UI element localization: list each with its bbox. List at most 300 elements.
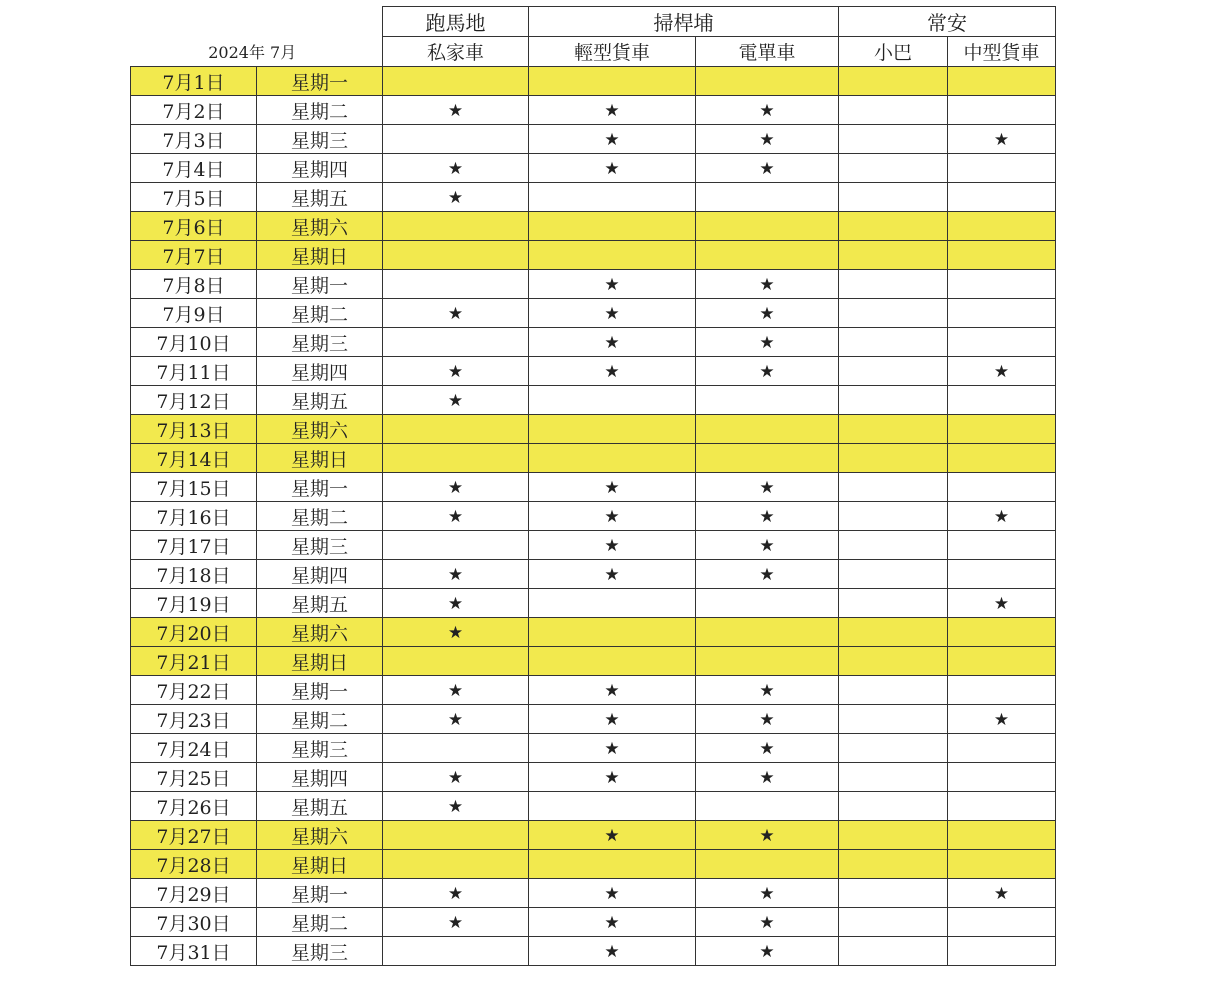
date-cell: 7月4日 — [131, 154, 257, 183]
motorcycle-cell — [696, 618, 839, 647]
date-cell: 7月29日 — [131, 879, 257, 908]
star-icon: ★ — [447, 188, 464, 208]
date-cell: 7月23日 — [131, 705, 257, 734]
private-car-cell — [383, 67, 529, 96]
motorcycle-cell — [696, 763, 839, 792]
weekday-cell: 星期一 — [257, 676, 383, 705]
light-goods-vehicle-cell — [529, 96, 696, 125]
motorcycle-cell — [696, 96, 839, 125]
light-goods-vehicle-cell — [529, 531, 696, 560]
table-row — [131, 734, 1056, 763]
medium-goods-vehicle-cell — [948, 647, 1056, 676]
light-goods-vehicle-cell — [529, 270, 696, 299]
table-row — [131, 618, 1056, 647]
table-row — [131, 502, 1056, 531]
medium-goods-vehicle-cell — [948, 357, 1056, 386]
table-row — [131, 560, 1056, 589]
minibus-cell — [839, 734, 948, 763]
star-icon: ★ — [993, 130, 1010, 150]
star-icon: ★ — [604, 333, 620, 353]
minibus-cell — [839, 821, 948, 850]
light-goods-vehicle-cell — [529, 415, 696, 444]
star-icon: ★ — [604, 739, 620, 759]
table-row — [131, 937, 1056, 966]
medium-goods-vehicle-cell — [948, 879, 1056, 908]
star-icon: ★ — [993, 884, 1010, 904]
weekday-cell: 星期五 — [257, 792, 383, 821]
weekday-cell: 星期日 — [257, 241, 383, 270]
star-icon: ★ — [604, 826, 620, 846]
date-cell: 7月10日 — [131, 328, 257, 357]
motorcycle-cell — [696, 299, 839, 328]
light-goods-vehicle-cell — [529, 676, 696, 705]
star-icon: ★ — [447, 478, 464, 498]
star-icon: ★ — [993, 362, 1010, 382]
date-cell: 7月6日 — [131, 212, 257, 241]
star-icon: ★ — [447, 304, 464, 324]
private-car-cell — [383, 560, 529, 589]
medium-goods-vehicle-cell — [948, 96, 1056, 125]
motorcycle-cell — [696, 212, 839, 241]
table-row — [131, 386, 1056, 415]
date-cell: 7月28日 — [131, 850, 257, 879]
private-car-cell — [383, 734, 529, 763]
star-icon: ★ — [759, 768, 775, 788]
light-goods-vehicle-cell — [529, 386, 696, 415]
medium-goods-vehicle-cell — [948, 154, 1056, 183]
date-cell: 7月30日 — [131, 908, 257, 937]
minibus-cell — [839, 618, 948, 647]
minibus-cell — [839, 879, 948, 908]
star-icon: ★ — [759, 275, 775, 295]
medium-goods-vehicle-cell — [948, 299, 1056, 328]
date-cell: 7月15日 — [131, 473, 257, 502]
star-icon: ★ — [447, 565, 464, 585]
minibus-cell — [839, 299, 948, 328]
light-goods-vehicle-cell — [529, 473, 696, 502]
date-cell: 7月16日 — [131, 502, 257, 531]
motorcycle-cell — [696, 705, 839, 734]
date-cell: 7月26日 — [131, 792, 257, 821]
weekday-cell: 星期一 — [257, 879, 383, 908]
light-goods-vehicle-cell — [529, 821, 696, 850]
minibus-cell — [839, 705, 948, 734]
motorcycle-cell — [696, 560, 839, 589]
light-goods-vehicle-cell — [529, 183, 696, 212]
date-cell: 7月31日 — [131, 937, 257, 966]
date-cell: 7月14日 — [131, 444, 257, 473]
light-goods-vehicle-cell — [529, 908, 696, 937]
schedule-table — [130, 6, 1056, 966]
star-icon: ★ — [604, 507, 620, 527]
star-icon: ★ — [759, 942, 775, 962]
star-icon: ★ — [759, 159, 775, 179]
header-blank — [131, 7, 383, 37]
weekday-cell: 星期一 — [257, 67, 383, 96]
date-cell: 7月12日 — [131, 386, 257, 415]
minibus-cell — [839, 154, 948, 183]
star-icon: ★ — [447, 913, 464, 933]
table-row — [131, 357, 1056, 386]
star-icon: ★ — [447, 507, 464, 527]
star-icon: ★ — [604, 130, 620, 150]
weekday-cell: 星期一 — [257, 473, 383, 502]
star-icon: ★ — [993, 710, 1010, 730]
medium-goods-vehicle-cell — [948, 560, 1056, 589]
medium-goods-vehicle-cell — [948, 473, 1056, 502]
private-car-cell — [383, 705, 529, 734]
motorcycle-cell — [696, 415, 839, 444]
star-icon: ★ — [604, 913, 620, 933]
motorcycle-cell — [696, 444, 839, 473]
light-goods-vehicle-cell — [529, 212, 696, 241]
table-row — [131, 763, 1056, 792]
light-goods-vehicle-cell — [529, 357, 696, 386]
light-goods-vehicle-cell — [529, 444, 696, 473]
medium-goods-vehicle-cell — [948, 386, 1056, 415]
minibus-cell — [839, 357, 948, 386]
star-icon: ★ — [447, 884, 464, 904]
minibus-cell — [839, 212, 948, 241]
star-icon: ★ — [604, 275, 620, 295]
star-icon: ★ — [604, 681, 620, 701]
minibus-cell — [839, 676, 948, 705]
light-goods-vehicle-cell — [529, 589, 696, 618]
star-icon: ★ — [447, 362, 464, 382]
date-cell: 7月19日 — [131, 589, 257, 618]
star-icon: ★ — [759, 130, 775, 150]
weekday-cell: 星期六 — [257, 618, 383, 647]
minibus-cell — [839, 270, 948, 299]
weekday-cell: 星期二 — [257, 299, 383, 328]
star-icon: ★ — [759, 333, 775, 353]
star-icon: ★ — [447, 768, 464, 788]
date-cell: 7月24日 — [131, 734, 257, 763]
private-car-cell — [383, 589, 529, 618]
motorcycle-cell — [696, 734, 839, 763]
table-row — [131, 705, 1056, 734]
star-icon: ★ — [759, 565, 775, 585]
weekday-cell: 星期三 — [257, 125, 383, 154]
minibus-cell — [839, 792, 948, 821]
private-car-cell — [383, 763, 529, 792]
month-label-text: 2024年 7月 — [208, 42, 297, 62]
private-car-cell — [383, 183, 529, 212]
star-icon: ★ — [604, 536, 620, 556]
star-icon: ★ — [759, 884, 775, 904]
minibus-cell — [839, 937, 948, 966]
minibus-cell — [839, 125, 948, 154]
table-row — [131, 125, 1056, 154]
table-row — [131, 908, 1056, 937]
weekday-cell: 星期日 — [257, 444, 383, 473]
light-goods-vehicle-cell — [529, 125, 696, 154]
weekday-cell: 星期六 — [257, 415, 383, 444]
date-cell: 7月1日 — [131, 67, 257, 96]
medium-goods-vehicle-cell — [948, 183, 1056, 212]
medium-goods-vehicle-cell — [948, 821, 1056, 850]
private-car-cell — [383, 96, 529, 125]
weekday-cell: 星期三 — [257, 734, 383, 763]
table-row — [131, 473, 1056, 502]
date-cell: 7月25日 — [131, 763, 257, 792]
minibus-cell — [839, 328, 948, 357]
table-row — [131, 647, 1056, 676]
group-header-sheung-on: 常安 — [839, 7, 1056, 37]
motorcycle-cell — [696, 125, 839, 154]
minibus-cell — [839, 241, 948, 270]
private-car-cell — [383, 241, 529, 270]
star-icon: ★ — [604, 942, 620, 962]
date-cell: 7月21日 — [131, 647, 257, 676]
medium-goods-vehicle-cell — [948, 212, 1056, 241]
date-cell: 7月17日 — [131, 531, 257, 560]
medium-goods-vehicle-cell — [948, 328, 1056, 357]
table-row — [131, 328, 1056, 357]
star-icon: ★ — [759, 739, 775, 759]
motorcycle-cell — [696, 531, 839, 560]
private-car-cell — [383, 328, 529, 357]
light-goods-vehicle-cell — [529, 618, 696, 647]
star-icon: ★ — [759, 478, 775, 498]
date-cell: 7月8日 — [131, 270, 257, 299]
table-row — [131, 444, 1056, 473]
weekday-cell: 星期二 — [257, 96, 383, 125]
minibus-cell — [839, 183, 948, 212]
date-cell: 7月5日 — [131, 183, 257, 212]
table-row — [131, 241, 1056, 270]
minibus-cell — [839, 560, 948, 589]
group-header-happy-valley: 跑馬地 — [383, 7, 529, 37]
column-header-motorcycle: 電單車 — [696, 37, 839, 67]
group-header-so-kon-po: 掃桿埔 — [529, 7, 839, 37]
table-row — [131, 183, 1056, 212]
light-goods-vehicle-cell — [529, 647, 696, 676]
private-car-cell — [383, 415, 529, 444]
weekday-cell: 星期五 — [257, 386, 383, 415]
table-row — [131, 415, 1056, 444]
star-icon: ★ — [759, 681, 775, 701]
weekday-cell: 星期二 — [257, 908, 383, 937]
star-icon: ★ — [759, 101, 775, 121]
private-car-cell — [383, 531, 529, 560]
minibus-cell — [839, 589, 948, 618]
light-goods-vehicle-cell — [529, 299, 696, 328]
star-icon: ★ — [604, 362, 620, 382]
private-car-cell — [383, 792, 529, 821]
date-cell: 7月3日 — [131, 125, 257, 154]
minibus-cell — [839, 415, 948, 444]
light-goods-vehicle-cell — [529, 763, 696, 792]
table-row — [131, 299, 1056, 328]
private-car-cell — [383, 357, 529, 386]
minibus-cell — [839, 531, 948, 560]
weekday-cell: 星期四 — [257, 763, 383, 792]
star-icon: ★ — [759, 826, 775, 846]
private-car-cell — [383, 850, 529, 879]
weekday-cell: 星期日 — [257, 850, 383, 879]
light-goods-vehicle-cell — [529, 67, 696, 96]
medium-goods-vehicle-cell — [948, 734, 1056, 763]
weekday-cell: 星期四 — [257, 154, 383, 183]
minibus-cell — [839, 850, 948, 879]
star-icon: ★ — [759, 507, 775, 527]
star-icon: ★ — [447, 159, 464, 179]
star-icon: ★ — [604, 565, 620, 585]
table-header — [131, 7, 1056, 67]
light-goods-vehicle-cell — [529, 154, 696, 183]
column-header-row — [131, 37, 1056, 67]
column-header-medium-goods-vehicle: 中型貨車 — [948, 37, 1056, 67]
light-goods-vehicle-cell — [529, 879, 696, 908]
weekday-cell: 星期五 — [257, 183, 383, 212]
motorcycle-cell — [696, 676, 839, 705]
motorcycle-cell — [696, 241, 839, 270]
column-header-minibus: 小巴 — [839, 37, 948, 67]
light-goods-vehicle-cell — [529, 328, 696, 357]
star-icon: ★ — [447, 391, 464, 411]
weekday-cell: 星期二 — [257, 502, 383, 531]
private-car-cell — [383, 299, 529, 328]
motorcycle-cell — [696, 183, 839, 212]
motorcycle-cell — [696, 647, 839, 676]
private-car-cell — [383, 154, 529, 183]
light-goods-vehicle-cell — [529, 705, 696, 734]
motorcycle-cell — [696, 386, 839, 415]
medium-goods-vehicle-cell — [948, 850, 1056, 879]
date-cell: 7月9日 — [131, 299, 257, 328]
weekday-cell: 星期四 — [257, 357, 383, 386]
private-car-cell — [383, 212, 529, 241]
star-icon: ★ — [759, 362, 775, 382]
date-cell: 7月18日 — [131, 560, 257, 589]
medium-goods-vehicle-cell — [948, 67, 1056, 96]
table-row — [131, 676, 1056, 705]
motorcycle-cell — [696, 357, 839, 386]
light-goods-vehicle-cell — [529, 241, 696, 270]
minibus-cell — [839, 473, 948, 502]
private-car-cell — [383, 879, 529, 908]
light-goods-vehicle-cell — [529, 734, 696, 763]
date-cell: 7月11日 — [131, 357, 257, 386]
date-cell: 7月2日 — [131, 96, 257, 125]
medium-goods-vehicle-cell — [948, 676, 1056, 705]
motorcycle-cell — [696, 792, 839, 821]
medium-goods-vehicle-cell — [948, 444, 1056, 473]
star-icon: ★ — [759, 536, 775, 556]
table-row — [131, 67, 1056, 96]
star-icon: ★ — [993, 594, 1010, 614]
table-row — [131, 589, 1056, 618]
private-car-cell — [383, 444, 529, 473]
column-header-private-car: 私家車 — [383, 37, 529, 67]
table-row — [131, 154, 1056, 183]
minibus-cell — [839, 444, 948, 473]
minibus-cell — [839, 908, 948, 937]
motorcycle-cell — [696, 821, 839, 850]
star-icon: ★ — [759, 913, 775, 933]
private-car-cell — [383, 908, 529, 937]
motorcycle-cell — [696, 473, 839, 502]
star-icon: ★ — [604, 478, 620, 498]
star-icon: ★ — [604, 159, 620, 179]
medium-goods-vehicle-cell — [948, 618, 1056, 647]
star-icon: ★ — [447, 710, 464, 730]
medium-goods-vehicle-cell — [948, 705, 1056, 734]
table-row — [131, 531, 1056, 560]
weekday-cell: 星期一 — [257, 270, 383, 299]
private-car-cell — [383, 386, 529, 415]
private-car-cell — [383, 125, 529, 154]
column-header-light-goods-vehicle: 輕型貨車 — [529, 37, 696, 67]
star-icon: ★ — [447, 594, 464, 614]
table-row — [131, 212, 1056, 241]
medium-goods-vehicle-cell — [948, 589, 1056, 618]
table-row — [131, 270, 1056, 299]
star-icon: ★ — [993, 507, 1010, 527]
minibus-cell — [839, 96, 948, 125]
private-car-cell — [383, 502, 529, 531]
light-goods-vehicle-cell — [529, 560, 696, 589]
date-cell: 7月13日 — [131, 415, 257, 444]
private-car-cell — [383, 676, 529, 705]
light-goods-vehicle-cell — [529, 502, 696, 531]
medium-goods-vehicle-cell — [948, 241, 1056, 270]
medium-goods-vehicle-cell — [948, 763, 1056, 792]
weekday-cell: 星期三 — [257, 937, 383, 966]
motorcycle-cell — [696, 270, 839, 299]
star-icon: ★ — [447, 681, 464, 701]
star-icon: ★ — [759, 304, 775, 324]
table-row — [131, 96, 1056, 125]
star-icon: ★ — [759, 710, 775, 730]
private-car-cell — [383, 473, 529, 502]
private-car-cell — [383, 618, 529, 647]
private-car-cell — [383, 270, 529, 299]
medium-goods-vehicle-cell — [948, 937, 1056, 966]
minibus-cell — [839, 386, 948, 415]
star-icon: ★ — [604, 768, 620, 788]
date-cell: 7月20日 — [131, 618, 257, 647]
motorcycle-cell — [696, 328, 839, 357]
weekday-cell: 星期三 — [257, 328, 383, 357]
motorcycle-cell — [696, 154, 839, 183]
medium-goods-vehicle-cell — [948, 531, 1056, 560]
table-row — [131, 792, 1056, 821]
table-row — [131, 879, 1056, 908]
weekday-cell: 星期六 — [257, 212, 383, 241]
star-icon: ★ — [604, 710, 620, 730]
medium-goods-vehicle-cell — [948, 415, 1056, 444]
group-header-row — [131, 7, 1056, 37]
motorcycle-cell — [696, 67, 839, 96]
date-cell: 7月27日 — [131, 821, 257, 850]
star-icon: ★ — [604, 101, 620, 121]
weekday-cell: 星期三 — [257, 531, 383, 560]
month-label — [131, 37, 383, 67]
star-icon: ★ — [447, 623, 464, 643]
date-cell: 7月22日 — [131, 676, 257, 705]
medium-goods-vehicle-cell — [948, 125, 1056, 154]
medium-goods-vehicle-cell — [948, 270, 1056, 299]
motorcycle-cell — [696, 589, 839, 618]
table-row — [131, 850, 1056, 879]
star-icon: ★ — [447, 797, 464, 817]
star-icon: ★ — [604, 304, 620, 324]
light-goods-vehicle-cell — [529, 850, 696, 879]
private-car-cell — [383, 937, 529, 966]
medium-goods-vehicle-cell — [948, 908, 1056, 937]
